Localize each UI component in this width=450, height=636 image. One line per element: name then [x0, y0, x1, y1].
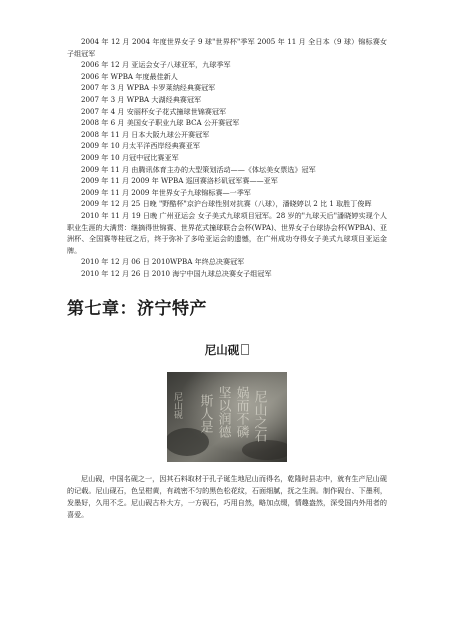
section-title: 尼山砚	[204, 343, 240, 358]
record-line: 2010 年 11 月 19 日晚 广州亚运会 女子美式九球项目冠军。28 岁的"九球天后"潘晓婷实现个人职业生涯的大满贯：继摘得世锦赛、世界花式撞球联合会杯(WPA)、世界女子台球协会杯(WPBA)、亚洲杯、全国赛等桂冠之后，终于弥补了多哈亚运会的遗憾，在广州成功夺得女子美式九球项目亚运金牌。	[67, 210, 387, 255]
document-page	[67, 36, 387, 521]
missing-glyph-box	[241, 344, 249, 355]
record-line: 2009 年 11 月 2009 年 WPBA 巡回赛洛杉矶冠军赛——亚军	[81, 176, 278, 186]
inscription-column: 娲而不磷	[233, 386, 249, 439]
record-line: 2007 年 3 月 WPBA 大湖经典赛冠军	[81, 94, 202, 104]
record-line: 2009 年 11 月 2009 年世界女子九球锦标赛—一季军	[81, 187, 251, 197]
inscription-label: 尼山砚	[172, 392, 182, 420]
record-line: 2007 年 3 月 WPBA 卡罗莱纳经典赛冠军	[81, 83, 216, 93]
section-title-wrap	[67, 342, 387, 358]
achievement-list	[67, 36, 387, 279]
inkstone-image	[167, 372, 287, 462]
description-paragraph: 尼山砚，中国名砚之一，因其石料取材于孔子诞生地尼山而得名，乾隆时县志中，就有生产尼山砚的记载。尼山砚石，色呈柑黄，有疏密不匀的黑色松花纹，石面细腻，抚之生润。制作砚台、下墨利，发墨好，久用不乏。尼山砚古朴大方，一方砚石，巧用自然，略加点缀，情趣盎然，深受国内外用者的喜爱。	[67, 474, 387, 520]
record-line: 2010 年 12 月 26 日 2010 海宁中国九球总决赛女子组冠军	[81, 268, 272, 278]
record-line: 2008 年 6 月 美国女子职业九球 BCA 公开赛冠军	[81, 118, 240, 128]
inkstone-photo	[167, 372, 287, 462]
record-line: 2009 年 10 月太平洋西岸经典赛亚军	[81, 141, 200, 151]
record-line: 2004 年 12 月 2004 年度世界女子 9 球"世界杯"季军 2005 年 11 月 全日本（9 球）锦标赛女子组冠军	[67, 37, 387, 58]
record-line: 2006 年 WPBA 年度最佳新人	[81, 71, 178, 81]
record-line: 2009 年 12 月 25 日晚 "野酷杯"京沪台球性别对抗赛（八球），潘晓婷以 2 比 1 取胜丁俊晖	[81, 199, 372, 209]
record-line: 2008 年 11 月 日本大阪九球公开赛冠军	[81, 129, 210, 139]
inscription-column: 坚以润德	[215, 386, 231, 439]
record-line: 2010 年 12 月 06 日 2010WPBA 年终总决赛冠军	[81, 257, 245, 267]
inscription-column: 尼山之石	[251, 390, 267, 443]
record-line: 2006 年 12 月 亚运会女子八球亚军，九球季军	[81, 60, 231, 70]
record-line: 2007 年 4 月 安丽杯女子花式撞球世锦赛冠军	[81, 106, 227, 116]
inscription-column: 斯人是	[197, 394, 213, 434]
record-line: 2009 年 11 月 由腾讯体育主办的大型策划活动——《体坛美女票选》冠军	[81, 164, 316, 174]
record-line: 2009 年 10 月冠中冠比赛亚军	[81, 152, 179, 162]
chapter-title: 第七章：济宁特产	[67, 299, 207, 320]
